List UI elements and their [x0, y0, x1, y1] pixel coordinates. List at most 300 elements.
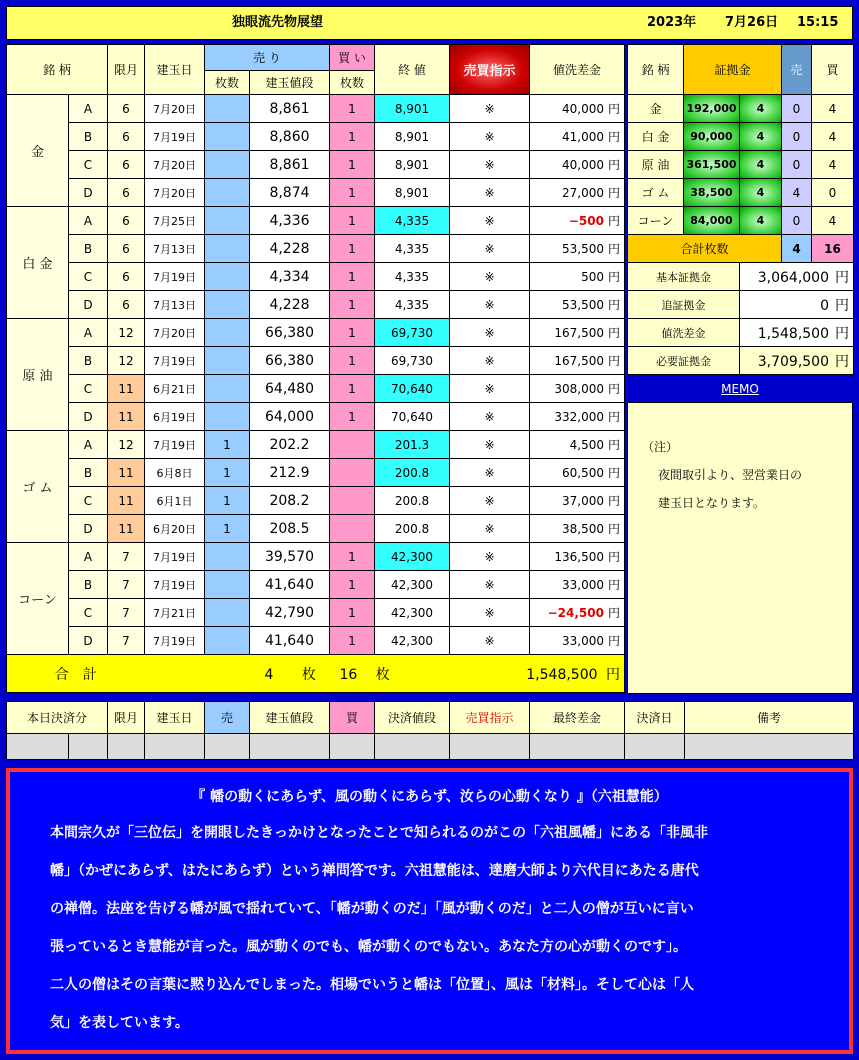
- row-buy-qty: [330, 487, 375, 515]
- summary-label: 値洗差金: [628, 319, 740, 347]
- header-buy: 買 い: [330, 45, 375, 71]
- header-close: 終 値: [375, 45, 450, 95]
- margin-row: [628, 151, 854, 179]
- row-diff-yen: 円: [607, 298, 620, 312]
- total-label: 合 計: [7, 655, 145, 693]
- row-sell-qty: [205, 179, 250, 207]
- header-price: 建玉値段: [250, 71, 330, 95]
- group-name: ゴ ム: [7, 431, 69, 543]
- margin-value: 84,000: [684, 207, 740, 235]
- margin-qty: 4: [740, 95, 782, 123]
- row-id: C: [69, 375, 108, 403]
- row-signal: ※: [450, 319, 530, 347]
- row-id: D: [69, 403, 108, 431]
- header-date: 建玉日: [145, 45, 205, 95]
- margin-brand: ゴ ム: [628, 179, 684, 207]
- row-signal: ※: [450, 123, 530, 151]
- row-diff-yen: 円: [607, 186, 620, 200]
- margin-buy: 4: [812, 95, 854, 123]
- row-diff-yen: 円: [607, 606, 620, 620]
- row-diff-yen: 円: [607, 158, 620, 172]
- row-id: B: [69, 459, 108, 487]
- row-month: 6: [108, 235, 145, 263]
- page-title: 独眼流先物展望: [232, 15, 324, 30]
- row-close: 4,335: [375, 207, 450, 235]
- row-buy-qty: [330, 431, 375, 459]
- row-diff: [530, 571, 625, 599]
- position-row: [7, 263, 625, 291]
- row-signal: ※: [450, 627, 530, 655]
- settle-header-month: 限月: [108, 702, 145, 734]
- margin-row: [628, 179, 854, 207]
- row-diff-yen: 円: [607, 270, 620, 284]
- row-month: 11: [108, 487, 145, 515]
- settle-header-notes: 備考: [685, 702, 854, 734]
- row-sell-qty: [205, 235, 250, 263]
- settle-header-signal: 売買指示: [450, 702, 530, 734]
- row-id: A: [69, 95, 108, 123]
- summary-yen: 円: [835, 297, 849, 314]
- header-date: 7月26日: [725, 15, 779, 30]
- row-diff-value: −24,500: [547, 606, 604, 620]
- settle-cell: [205, 734, 250, 760]
- row-signal: ※: [450, 403, 530, 431]
- header-brand: 銘 柄: [7, 45, 108, 95]
- row-month: 7: [108, 599, 145, 627]
- settle-header-date: 建玉日: [145, 702, 205, 734]
- row-price: 8,860: [250, 123, 330, 151]
- settle-header-price: 建玉値段: [250, 702, 330, 734]
- row-diff-value: 41,000: [561, 130, 604, 144]
- summary-yen: 円: [835, 269, 849, 286]
- row-diff-value: 167,500: [554, 354, 604, 368]
- row-date: 7月20日: [145, 319, 205, 347]
- summary-label: 必要証拠金: [628, 347, 740, 375]
- row-diff-yen: 円: [607, 438, 620, 452]
- margin-sell: 4: [782, 179, 812, 207]
- row-month: 12: [108, 431, 145, 459]
- margin-sell: 0: [782, 151, 812, 179]
- quote-line-4: 張っているとき慧能が言った。風が動くのでも、幡が動くのでもない。あなた方の心が動くのです」。: [50, 939, 687, 955]
- header-sell: 売 り: [205, 45, 330, 71]
- row-month: 7: [108, 627, 145, 655]
- position-row: [7, 95, 625, 123]
- settle-cell: [69, 734, 108, 760]
- position-row: [7, 375, 625, 403]
- row-month: 11: [108, 403, 145, 431]
- row-signal: ※: [450, 347, 530, 375]
- row-id: C: [69, 487, 108, 515]
- summary-value: 3,709,500: [757, 353, 829, 370]
- row-id: B: [69, 235, 108, 263]
- row-price: 208.5: [250, 515, 330, 543]
- row-diff: [530, 375, 625, 403]
- row-buy-qty: [330, 515, 375, 543]
- row-sell-qty: 1: [205, 515, 250, 543]
- row-diff-yen: 円: [607, 634, 620, 648]
- row-id: D: [69, 291, 108, 319]
- row-date: 7月25日: [145, 207, 205, 235]
- row-id: C: [69, 151, 108, 179]
- row-buy-qty: 1: [330, 571, 375, 599]
- quote-line-2: 幡」（かぜにあらず、はたにあらず）という禅問答です。六祖慧能は、達磨大師より六代目にあたる唐代: [50, 863, 699, 879]
- margin-value: 192,000: [684, 95, 740, 123]
- summary-label: 基本証拠金: [628, 263, 740, 291]
- row-month: 6: [108, 263, 145, 291]
- row-price: 4,228: [250, 291, 330, 319]
- row-id: C: [69, 599, 108, 627]
- group-name: コーン: [7, 543, 69, 655]
- row-diff: [530, 235, 625, 263]
- row-buy-qty: 1: [330, 543, 375, 571]
- settle-cell: [450, 734, 530, 760]
- row-signal: ※: [450, 571, 530, 599]
- row-sell-qty: [205, 263, 250, 291]
- row-signal: ※: [450, 543, 530, 571]
- quote-panel: [6, 768, 853, 1054]
- position-row: [7, 319, 625, 347]
- row-month: 7: [108, 571, 145, 599]
- row-diff-value: 37,000: [561, 494, 604, 508]
- row-buy-qty: 1: [330, 207, 375, 235]
- row-sell-qty: [205, 151, 250, 179]
- row-diff-yen: 円: [607, 410, 620, 424]
- row-signal: ※: [450, 599, 530, 627]
- margin-qty: 4: [740, 123, 782, 151]
- margin-buy: 4: [812, 123, 854, 151]
- total-buy-count: [330, 655, 450, 693]
- settle-table: [6, 701, 854, 760]
- position-row: [7, 207, 625, 235]
- row-date: 7月19日: [145, 431, 205, 459]
- margin-value: 38,500: [684, 179, 740, 207]
- header-year: 2023年: [647, 15, 697, 30]
- settle-header-buy: 買: [330, 702, 375, 734]
- quote-title: 『 幡の動くにあらず、風の動くにあらず、汝らの心動くなり 』（六祖慧能）: [191, 789, 668, 805]
- row-close: 4,335: [375, 291, 450, 319]
- row-price: 64,480: [250, 375, 330, 403]
- row-buy-qty: 1: [330, 123, 375, 151]
- row-diff: [530, 487, 625, 515]
- row-diff-yen: 円: [607, 326, 620, 340]
- row-price: 4,334: [250, 263, 330, 291]
- row-buy-qty: 1: [330, 347, 375, 375]
- row-date: 7月19日: [145, 347, 205, 375]
- summary-row: [628, 291, 854, 319]
- row-buy-qty: 1: [330, 403, 375, 431]
- memo-box: [627, 402, 853, 694]
- row-month: 6: [108, 151, 145, 179]
- summary-value: 3,064,000: [757, 269, 829, 286]
- margin-sell: 0: [782, 95, 812, 123]
- row-price: 39,570: [250, 543, 330, 571]
- settle-cell: [375, 734, 450, 760]
- settle-table-wrap: [6, 701, 854, 760]
- group-name: 金: [7, 95, 69, 207]
- margin-table-wrap: [627, 44, 854, 375]
- position-row: [7, 627, 625, 655]
- row-diff-value: 53,500: [561, 242, 604, 256]
- margin-value: 90,000: [684, 123, 740, 151]
- row-signal: ※: [450, 151, 530, 179]
- row-buy-qty: 1: [330, 263, 375, 291]
- row-date: 7月13日: [145, 235, 205, 263]
- settle-header-sell: 売: [205, 702, 250, 734]
- row-diff: [530, 179, 625, 207]
- row-price: 212.9: [250, 459, 330, 487]
- row-month: 6: [108, 179, 145, 207]
- row-close: 70,640: [375, 375, 450, 403]
- margin-count-label: 合計枚数: [628, 235, 782, 263]
- memo-line-2: 夜間取引より、翌営業日の: [658, 468, 803, 482]
- row-diff-value: 38,500: [561, 522, 604, 536]
- positions-table-wrap: [6, 44, 625, 693]
- row-date: 7月21日: [145, 599, 205, 627]
- row-month: 12: [108, 347, 145, 375]
- quote-line-6: 気」を表しています。: [50, 1015, 189, 1031]
- row-id: D: [69, 515, 108, 543]
- row-diff-yen: 円: [607, 214, 620, 228]
- row-signal: ※: [450, 487, 530, 515]
- row-diff-value: 60,500: [561, 466, 604, 480]
- total-diff: [450, 655, 625, 693]
- row-diff-yen: 円: [607, 578, 620, 592]
- summary-yen: 円: [835, 325, 849, 342]
- row-sell-qty: [205, 319, 250, 347]
- row-diff: [530, 515, 625, 543]
- row-diff: [530, 263, 625, 291]
- margin-count-sell: 4: [782, 235, 812, 263]
- row-sell-qty: [205, 347, 250, 375]
- position-row: [7, 347, 625, 375]
- group-name: 白 金: [7, 207, 69, 319]
- row-sell-qty: [205, 571, 250, 599]
- row-diff: [530, 599, 625, 627]
- summary-row: [628, 263, 854, 291]
- row-buy-qty: [330, 459, 375, 487]
- margin-qty: 4: [740, 179, 782, 207]
- row-date: 6月20日: [145, 515, 205, 543]
- row-id: A: [69, 431, 108, 459]
- row-signal: ※: [450, 459, 530, 487]
- row-diff: [530, 431, 625, 459]
- margin-row: [628, 95, 854, 123]
- row-diff-yen: 円: [607, 102, 620, 116]
- row-diff: [530, 347, 625, 375]
- total-sell-count: [205, 655, 330, 693]
- settle-cell: [530, 734, 625, 760]
- position-row: [7, 571, 625, 599]
- row-diff: [530, 627, 625, 655]
- row-price: 64,000: [250, 403, 330, 431]
- row-date: 7月20日: [145, 151, 205, 179]
- row-diff-yen: 円: [607, 382, 620, 396]
- total-spacer: [145, 655, 205, 693]
- row-signal: ※: [450, 179, 530, 207]
- row-month: 11: [108, 515, 145, 543]
- margin-header-buy: 買: [812, 45, 854, 95]
- row-close: 8,901: [375, 151, 450, 179]
- row-sell-qty: [205, 375, 250, 403]
- row-close: 4,335: [375, 235, 450, 263]
- row-signal: ※: [450, 95, 530, 123]
- total-sell-value: 4: [264, 666, 274, 683]
- summary-yen: 円: [835, 353, 849, 370]
- row-date: 7月13日: [145, 291, 205, 319]
- row-sell-qty: [205, 543, 250, 571]
- total-buy-unit: 枚: [375, 666, 390, 683]
- row-sell-qty: [205, 207, 250, 235]
- row-close: 200.8: [375, 515, 450, 543]
- row-signal: ※: [450, 375, 530, 403]
- row-diff: [530, 123, 625, 151]
- row-buy-qty: 1: [330, 291, 375, 319]
- row-id: A: [69, 319, 108, 347]
- margin-brand: 金: [628, 95, 684, 123]
- row-close: 8,901: [375, 179, 450, 207]
- group-name: 原 油: [7, 319, 69, 431]
- title-bar: [6, 6, 853, 40]
- total-buy-value: 16: [339, 666, 358, 683]
- margin-brand: コーン: [628, 207, 684, 235]
- row-buy-qty: 1: [330, 319, 375, 347]
- margin-count-buy: 16: [812, 235, 854, 263]
- row-id: D: [69, 627, 108, 655]
- settle-cell: [250, 734, 330, 760]
- row-diff-value: 136,500: [554, 550, 604, 564]
- row-date: 6月8日: [145, 459, 205, 487]
- settle-header-final-diff: 最終差金: [530, 702, 625, 734]
- row-month: 6: [108, 207, 145, 235]
- row-id: A: [69, 207, 108, 235]
- row-date: 7月19日: [145, 263, 205, 291]
- row-close: 201.3: [375, 431, 450, 459]
- row-sell-qty: 1: [205, 487, 250, 515]
- margin-buy: 4: [812, 151, 854, 179]
- row-month: 12: [108, 319, 145, 347]
- row-month: 11: [108, 375, 145, 403]
- row-diff: [530, 151, 625, 179]
- total-sell-unit: 枚: [301, 666, 316, 683]
- header-diff: 値洗差金: [530, 45, 625, 95]
- row-sell-qty: [205, 627, 250, 655]
- header-signal: 売買指示: [450, 45, 530, 95]
- row-close: 200.8: [375, 459, 450, 487]
- row-close: 200.8: [375, 487, 450, 515]
- margin-brand: 白 金: [628, 123, 684, 151]
- row-date: 7月20日: [145, 95, 205, 123]
- row-date: 7月19日: [145, 543, 205, 571]
- row-sell-qty: [205, 403, 250, 431]
- row-date: 6月19日: [145, 403, 205, 431]
- margin-brand: 原 油: [628, 151, 684, 179]
- summary-value: 0: [820, 297, 829, 314]
- row-price: 208.2: [250, 487, 330, 515]
- row-diff-yen: 円: [607, 494, 620, 508]
- row-month: 6: [108, 95, 145, 123]
- row-price: 8,861: [250, 95, 330, 123]
- summary-label: 追証拠金: [628, 291, 740, 319]
- margin-table: [627, 44, 854, 375]
- row-diff-value: 167,500: [554, 326, 604, 340]
- row-id: A: [69, 543, 108, 571]
- row-diff-value: 4,500: [569, 438, 604, 452]
- total-diff-yen: 円: [606, 666, 620, 683]
- quote-line-1: 本間宗久が「三位伝」を開眼したきっかけとなったことで知られるのがこの「六祖風幡」にある「非風非: [50, 825, 708, 841]
- row-diff: [530, 95, 625, 123]
- settle-cell: [330, 734, 375, 760]
- row-diff-yen: 円: [607, 242, 620, 256]
- row-diff-value: −500: [568, 214, 604, 228]
- total-diff-value: 1,548,500: [526, 666, 598, 683]
- row-diff-yen: 円: [607, 550, 620, 564]
- row-signal: ※: [450, 515, 530, 543]
- row-buy-qty: 1: [330, 599, 375, 627]
- row-month: 6: [108, 291, 145, 319]
- row-price: 41,640: [250, 571, 330, 599]
- settle-cell: [7, 734, 69, 760]
- row-date: 6月1日: [145, 487, 205, 515]
- margin-row: [628, 207, 854, 235]
- margin-value: 361,500: [684, 151, 740, 179]
- margin-sell: 0: [782, 207, 812, 235]
- row-buy-qty: 1: [330, 151, 375, 179]
- position-row: [7, 179, 625, 207]
- row-diff-value: 500: [581, 270, 604, 284]
- summary-row: [628, 347, 854, 375]
- row-sell-qty: [205, 95, 250, 123]
- position-row: [7, 431, 625, 459]
- row-sell-qty: 1: [205, 459, 250, 487]
- position-row: [7, 403, 625, 431]
- memo-link[interactable]: MEMO: [721, 382, 759, 396]
- margin-sell: 0: [782, 123, 812, 151]
- row-close: 42,300: [375, 599, 450, 627]
- settle-cell: [108, 734, 145, 760]
- row-signal: ※: [450, 291, 530, 319]
- margin-row: [628, 123, 854, 151]
- row-buy-qty: 1: [330, 179, 375, 207]
- row-date: 7月19日: [145, 627, 205, 655]
- row-diff: [530, 459, 625, 487]
- position-row: [7, 515, 625, 543]
- row-close: 4,335: [375, 263, 450, 291]
- position-row: [7, 459, 625, 487]
- row-date: 7月20日: [145, 179, 205, 207]
- position-row: [7, 123, 625, 151]
- row-diff-value: 40,000: [561, 102, 604, 116]
- memo-line-3: 建玉日となります。: [658, 496, 766, 510]
- row-buy-qty: 1: [330, 95, 375, 123]
- row-signal: ※: [450, 263, 530, 291]
- settle-header-settle-date: 決済日: [625, 702, 685, 734]
- settle-header-settle-price: 決済値段: [375, 702, 450, 734]
- row-sell-qty: [205, 599, 250, 627]
- settle-cell: [625, 734, 685, 760]
- position-row: [7, 487, 625, 515]
- row-price: 41,640: [250, 627, 330, 655]
- row-buy-qty: 1: [330, 235, 375, 263]
- row-id: B: [69, 123, 108, 151]
- row-diff-value: 40,000: [561, 158, 604, 172]
- settle-cell: [145, 734, 205, 760]
- header-buy-qty: 枚数: [330, 71, 375, 95]
- memo-line-1: （注）: [642, 440, 679, 454]
- position-row: [7, 599, 625, 627]
- row-close: 42,300: [375, 543, 450, 571]
- position-row: [7, 291, 625, 319]
- positions-table: [6, 44, 625, 693]
